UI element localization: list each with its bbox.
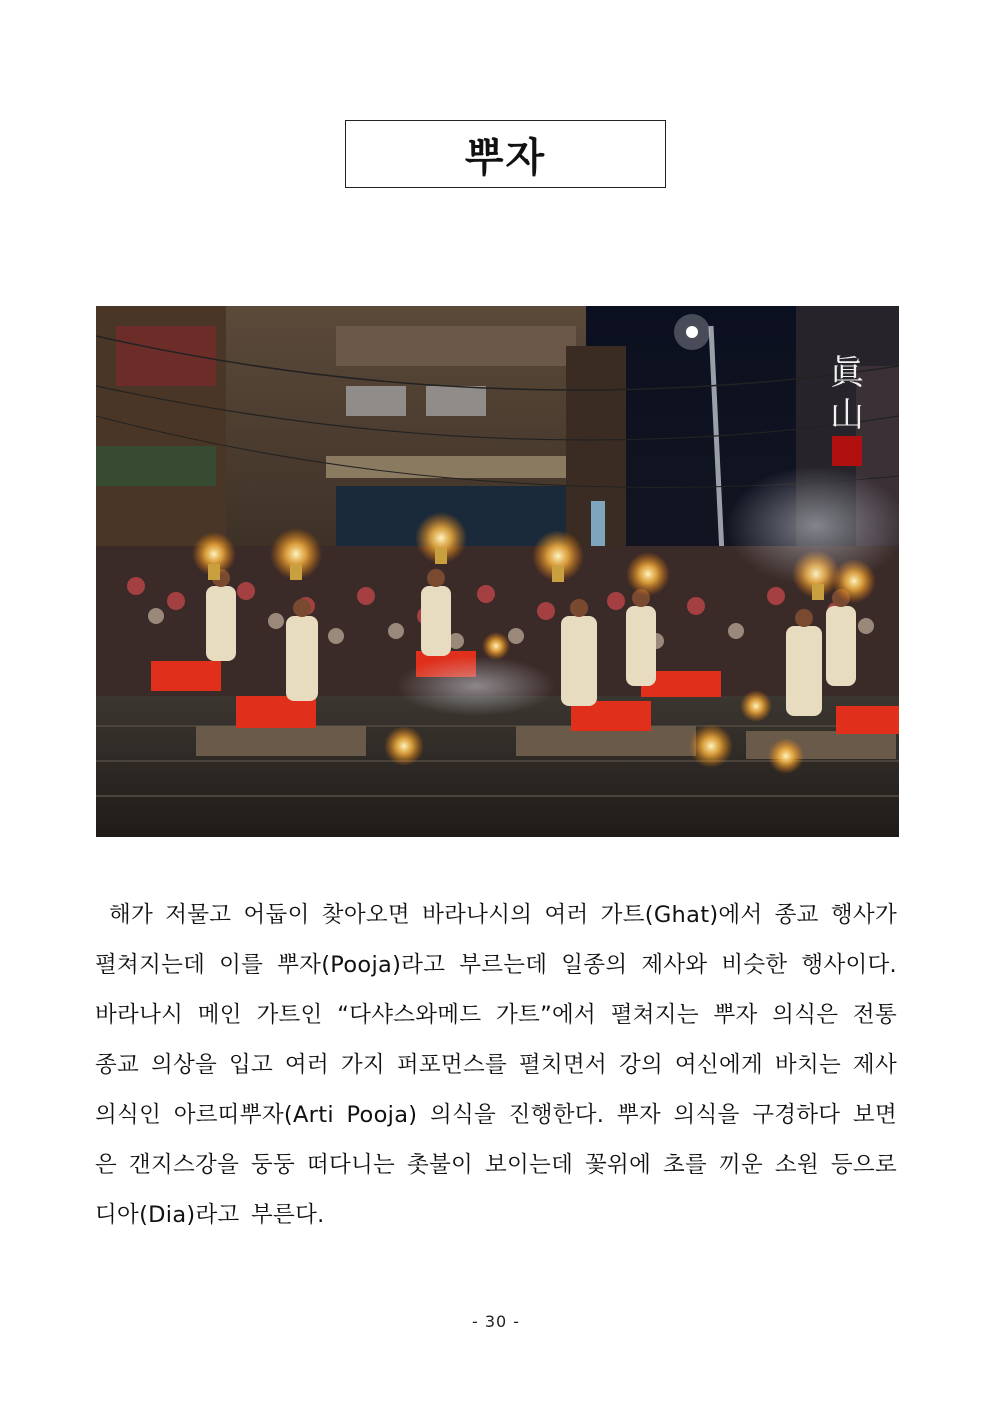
photo-illustration [96,306,899,837]
body-paragraph: 해가 저물고 어둡이 찾아오면 바라나시의 여러 가트(Ghat)에서 종교 행사가 펼쳐지는데 이를 뿌자(Pooja)라고 부르는데 일종의 제사와 비슷한 행사이다. 바라나시 메인 가트인 “다샤스와메드 가트”에서 펼쳐지는 뿌자 의식은 전통 종교 의상을 입고 여러 가지 퍼포먼스를 펼치면서 강의 여신에게 바치는 제사의식인 아르띠뿌자(Arti Pooja) 의식을 진행한다. 뿌자 의식을 구경하다 보면은 갠지스강을 둥둥 떠다니는 촛불이 보이는데 꽃위에 초를 끼운 소원 등으로 디아(Dia)라고 부른다. [95,902,897,1228]
watermark [830,353,866,466]
seal-stamp [832,436,862,466]
watermark-char-2: 山 [830,395,864,435]
watermark-char-1: 眞 [830,353,864,393]
page-number: - 30 - [471,1312,521,1331]
page-title: 뿌자 [464,134,547,181]
title-box [345,120,666,188]
pooja-ceremony-photo [96,306,899,837]
